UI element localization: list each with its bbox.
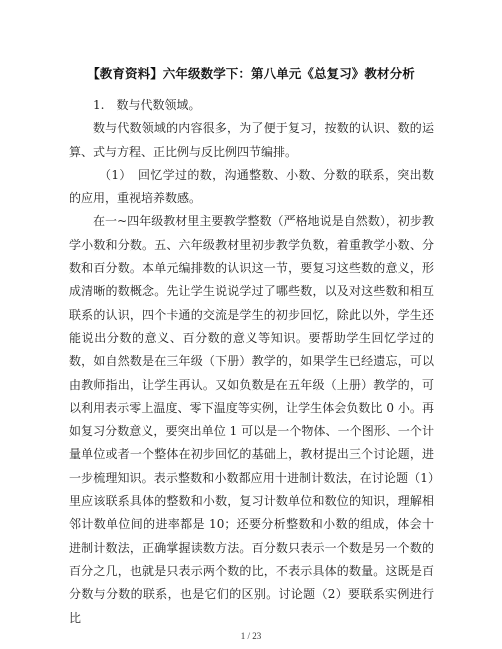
paragraph: 在一~四年级教材里主要教学整数（严格地说是自然数），初步教学小数和分数。五、六年级教材里初步教学负数，着重教学小数、分数和百分数。本单元编排数的认识这一节，要复习这些数的意义，形成清晰的数概念。先让学生说说学过了哪些数，以及对这些数和相互联系的认识，四个卡通的交流是学生的初步回忆，除此以外，学生还能说出分数的意义、百分数的意义等知识。要帮助学生回忆学过的数，如自然数是在三年级（下册）教学的，如果学生已经遗忘，可以由教师指出，让学生再认。又如负数是在五年级（上册）教学的，可以利用表示零上温度、零下温度等实例，让学生体会负数比 0 小。再如复习分数意义，要突出单位 1 可以是一个物体、一个图形、一个计量单位或者一个整体在初步回忆的基础上，教材提出三个讨论题，进一步梳理知识。表示整数和小数都应用十进制计数法，在讨论题（1）里应该联系具体的整数和小数，复习计数单位和数位的知识，理解相邻计数单位间的进率都是 10；还要分析整数和小数的组成，体会十进制计数法，正确掌握读数方法。百分数只表示一个数是另一个数的百分之几，也就是只表示两个数的比，不表示具体的数量。这既是百分数与分数的联系，也是它们的区别。讨论题（2）要联系实例进行比: [69, 214, 434, 625]
section-heading: 1. 数与代数领域。: [93, 98, 201, 112]
page-number: 1 / 23: [240, 631, 262, 641]
subsection-heading: （1） 回忆学过的数，沟通整数、小数、分数的联系，突出数的应用，重视培养数感。: [69, 167, 434, 206]
document-title: 【教育资料】六年级数学下：第八单元《总复习》教材分析: [87, 66, 415, 81]
document-body: [69, 94, 434, 630]
paragraph: 数与代数领域的内容很多，为了便于复习，按数的认识、数的运算、式与方程、正比例与反比例四节编排。: [69, 121, 434, 159]
